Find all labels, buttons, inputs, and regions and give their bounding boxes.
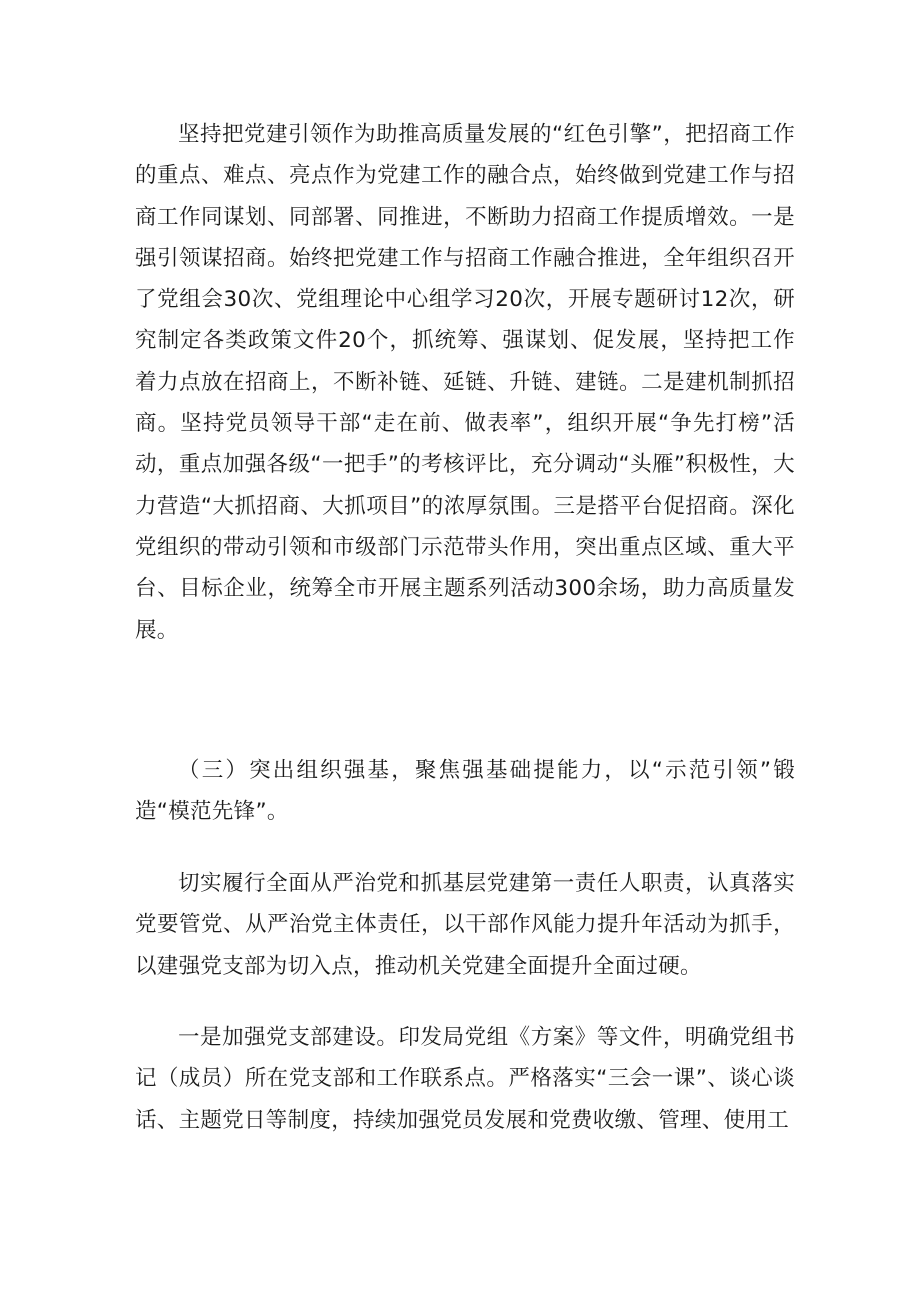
paragraph-responsibility: 切实履行全面从严治党和抓基层党建第一责任人职责，认真落实党要管党、从严治党主体责任，以干部作风能力提升年活动为抓手，以建强党支部为切入点，推动机关党建全面提升全面过硬。 <box>135 871 795 979</box>
paragraph-branch-construction: 一是加强党支部建设。印发局党组《方案》等文件，明确党组书记（成员）所在党支部和工作联系点。严格落实“三会一课”、谈心谈话、主题党日等制度，持续加强党员发展和党费收缴、管理、使用工 <box>135 1025 795 1133</box>
document-page <box>135 0 795 1301</box>
paragraph-party-building-investment: 坚持把党建引领作为助推高质量发展的“红色引擎”，把招商工作的重点、难点、亮点作为党建工作的融合点，始终做到党建工作与招商工作同谋划、同部署、同推进，不断助力招商工作提质增效。一是强引领谋招商。始终把党建工作与招商工作融合推进，全年组织召开了党组会30次、党组理论中心组学习20次，开展专题研讨12次，研究制定各类政策文件20个，抓统筹、强谋划、促发展，坚持把工作着力点放在招商上，不断补链、延链、升链、建链。二是建机制抓招商。坚持党员领导干部“走在前、做表率”，组织开展“争先打榜”活动，重点加强各级“一把手”的考核评比，充分调动“头雁”积极性，大力营造“大抓招商、大抓项目”的浓厚氛围。三是搭平台促招商。深化党组织的带动引领和市级部门示范带头作用，突出重点区域、重大平台、目标企业，统筹全市开展主题系列活动300余场，助力高质量发展。 <box>135 122 795 643</box>
section-heading-organization: （三）突出组织强基，聚焦强基础提能力，以“示范引领”锻造“模范先锋”。 <box>135 758 795 825</box>
